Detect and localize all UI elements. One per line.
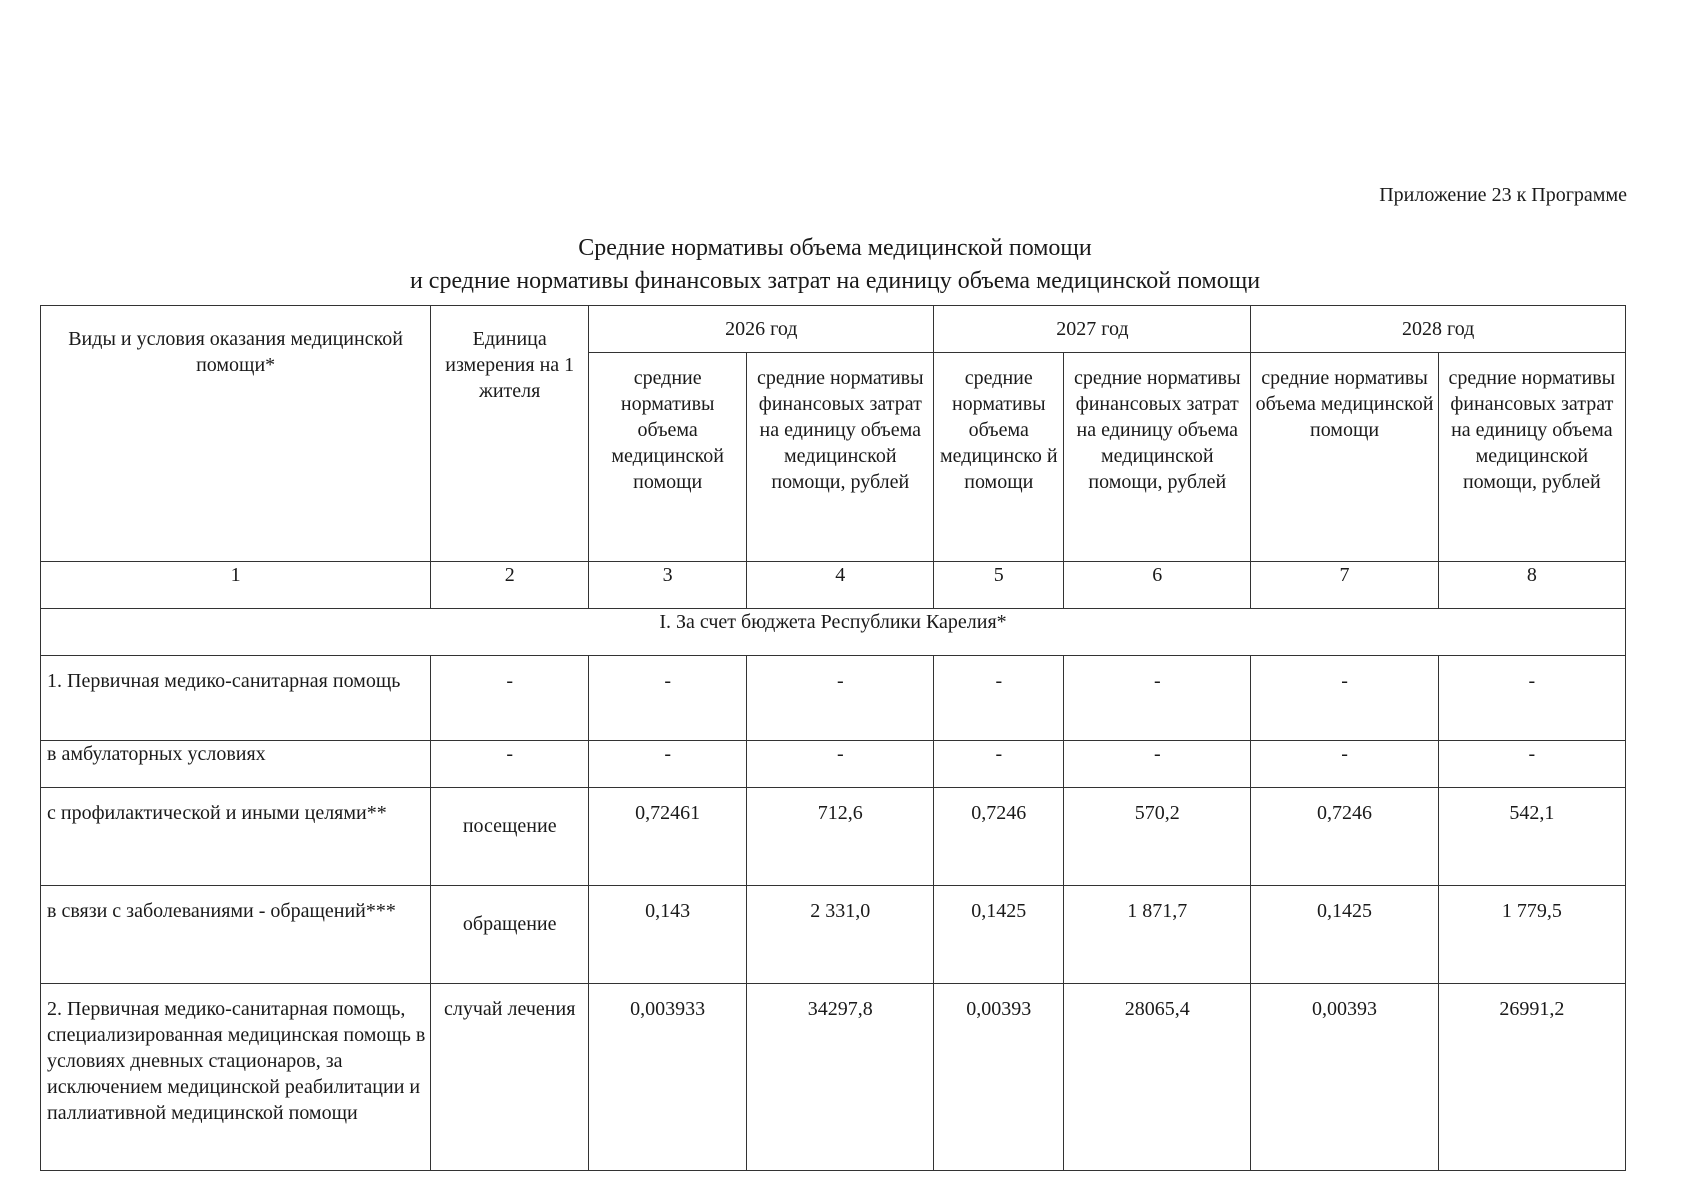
- row-value: 0,7246: [934, 788, 1064, 886]
- norms-table: [40, 305, 1626, 1171]
- section-row: [41, 609, 1626, 656]
- row-value: 1 779,5: [1438, 886, 1625, 984]
- row-value: 542,1: [1438, 788, 1625, 886]
- header-year-2027: 2027 год: [934, 306, 1251, 353]
- row-unit: обращение: [431, 886, 589, 984]
- row-value: 28065,4: [1064, 984, 1251, 1171]
- row-value: -: [747, 656, 934, 741]
- row-value: 2 331,0: [747, 886, 934, 984]
- row-name: в амбулаторных условиях: [41, 741, 431, 788]
- row-value: -: [747, 741, 934, 788]
- header-year-2026: 2026 год: [589, 306, 934, 353]
- row-unit: -: [431, 656, 589, 741]
- row-value: 0,003933: [589, 984, 747, 1171]
- row-value: 570,2: [1064, 788, 1251, 886]
- row-name: в связи с заболеваниями - обращений***: [41, 886, 431, 984]
- row-value: -: [589, 741, 747, 788]
- column-number: 4: [747, 562, 934, 609]
- row-unit: посещение: [431, 788, 589, 886]
- column-numbers-row: [41, 562, 1626, 609]
- row-name: 2. Первичная медико-санитарная помощь, специализированная медицинская помощь в условиях дневных стационаров, за исключением медицинской реабилитации и паллиативной медицинской помощи: [41, 984, 431, 1171]
- header-2027-volume: средние нормативы объема медицинско й помощи: [934, 353, 1064, 562]
- header-2026-volume: средние нормативы объема медицинской помощи: [589, 353, 747, 562]
- column-number: 1: [41, 562, 431, 609]
- row-value: -: [589, 656, 747, 741]
- row-value: 0,00393: [934, 984, 1064, 1171]
- row-value: -: [934, 741, 1064, 788]
- row-name: с профилактической и иными целями**: [41, 788, 431, 886]
- row-value: 34297,8: [747, 984, 934, 1171]
- row-value: -: [1251, 741, 1438, 788]
- row-value: 0,143: [589, 886, 747, 984]
- table-row: [41, 886, 1626, 984]
- header-2028-volume: средние нормативы объема медицинской помощи: [1251, 353, 1438, 562]
- column-number: 6: [1064, 562, 1251, 609]
- row-value: 0,72461: [589, 788, 747, 886]
- header-year-2028: 2028 год: [1251, 306, 1626, 353]
- row-unit: случай лечения: [431, 984, 589, 1171]
- row-value: 712,6: [747, 788, 934, 886]
- row-value: 1 871,7: [1064, 886, 1251, 984]
- header-row-years: [41, 306, 1626, 353]
- row-unit: -: [431, 741, 589, 788]
- row-value: -: [1251, 656, 1438, 741]
- table-row: [41, 741, 1626, 788]
- row-value: -: [1064, 741, 1251, 788]
- header-2028-cost: средние нормативы финансовых затрат на единицу объема медицинской помощи, рублей: [1438, 353, 1625, 562]
- title-line-1: Средние нормативы объема медицинской помощи: [578, 235, 1092, 261]
- row-value: 0,1425: [1251, 886, 1438, 984]
- title-line-2: и средние нормативы финансовых затрат на единицу объема медицинской помощи: [409, 268, 1261, 294]
- row-value: -: [934, 656, 1064, 741]
- row-value: -: [1438, 741, 1625, 788]
- table-row: [41, 984, 1626, 1171]
- column-number: 8: [1438, 562, 1625, 609]
- row-name: 1. Первичная медико-санитарная помощь: [41, 656, 431, 741]
- appendix-label: Приложение 23 к Программе: [1379, 184, 1627, 206]
- header-unit: Единица измерения на 1 жителя: [431, 306, 589, 562]
- row-value: 26991,2: [1438, 984, 1625, 1171]
- header-2026-cost: средние нормативы финансовых затрат на единицу объема медицинской помощи, рублей: [747, 353, 934, 562]
- row-value: 0,00393: [1251, 984, 1438, 1171]
- section-title: I. За счет бюджета Республики Карелия*: [41, 609, 1626, 656]
- row-value: 0,7246: [1251, 788, 1438, 886]
- column-number: 2: [431, 562, 589, 609]
- header-kind: Виды и условия оказания медицинской помощи*: [41, 306, 431, 562]
- header-2027-cost: средние нормативы финансовых затрат на единицу объема медицинской помощи, рублей: [1064, 353, 1251, 562]
- row-value: -: [1064, 656, 1251, 741]
- column-number: 5: [934, 562, 1064, 609]
- table-row: [41, 656, 1626, 741]
- row-value: 0,1425: [934, 886, 1064, 984]
- column-number: 7: [1251, 562, 1438, 609]
- column-number: 3: [589, 562, 747, 609]
- row-value: -: [1438, 656, 1625, 741]
- table-row: [41, 788, 1626, 886]
- document-title: [0, 232, 1670, 298]
